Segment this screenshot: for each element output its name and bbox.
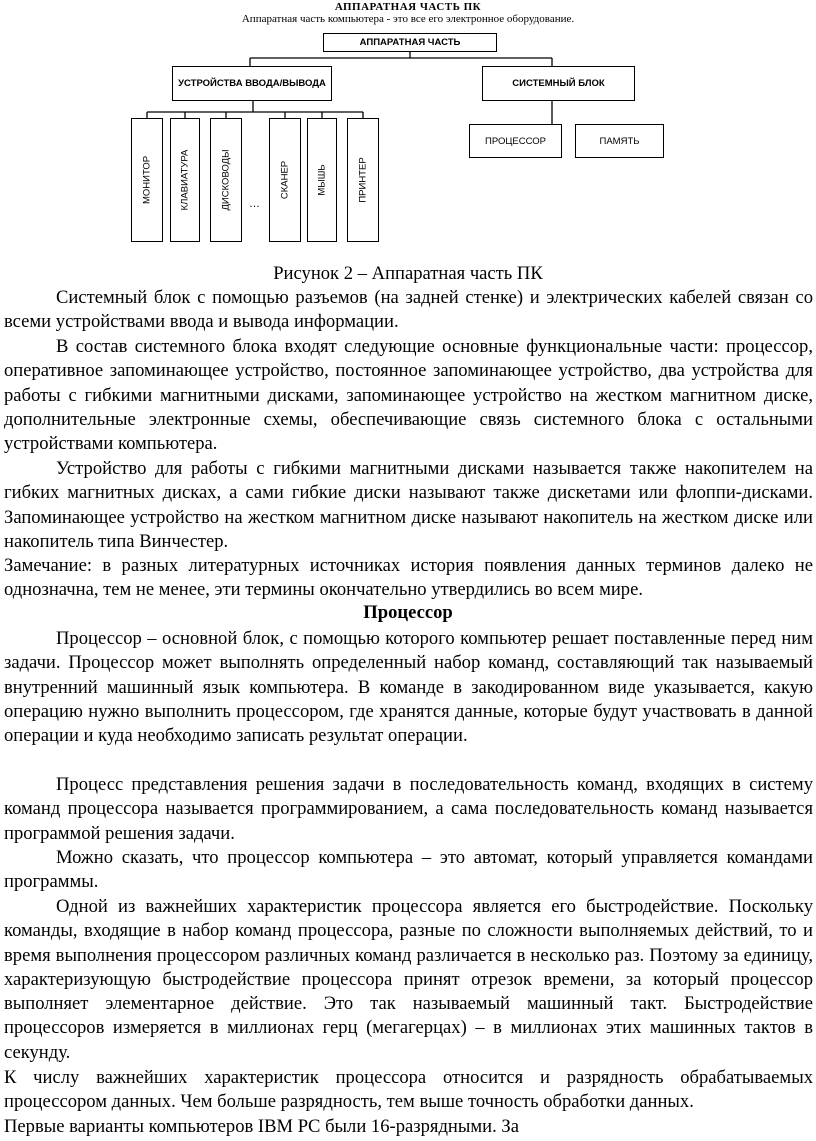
figure-caption: Рисунок 2 – Аппаратная часть ПК — [273, 263, 543, 284]
paragraph-programming: Процесс представления решения задачи в последовательность команд, входящих в систему команд процессора называется программированием, а сама последовательность команд называется программой решения задачи. — [4, 774, 813, 844]
paragraph-system-unit-parts: В состав системного блока входят следующие основные функциональные части: процессор, оперативное запоминающее устройство, постоянное запоминающее устройство, два устройства для работы с гибкими магнитными дисками, запоминающее устройство на жестком магнитном диске, дополнительные электронные схемы, обеспечивающие связь системного блока с остальными устройствами компьютера. — [4, 336, 813, 455]
paragraph-bit-width: К числу важнейших характеристик процессора относится и разрядность обрабатываемых процессором данных. Чем больше разрядность, тем выше точность обработки данных. — [4, 1067, 813, 1113]
diagram-device-keyboard — [170, 118, 200, 242]
paragraph-floppy: Устройство для работы с гибкими магнитными дисками называется также накопителем на гибких магнитных дисках, а сами гибкие диски называют также дискетами или флоппи-дисками. Запоминающее устройство на жестком магнитном диске называют накопитель на жестком диске или накопитель типа Винчестер. — [4, 458, 813, 552]
paragraph-speed: Одной из важнейших характеристик процессора является его быстродействие. Поскольку команды, входящие в набор команд процессора, разные по сложности выполняемых действий, то и время выполнения процессором различных команд различается в несколько раз. Поэтому за единицу, характеризующую быстродействие процессора принят отрезок времени, за который процессор выполняет элементарное действие. Это так называемый машинный такт. Быстродействие процессоров измеряется в миллионах герц (мегагерцах) – в миллионах этих машинных тактов в секунду. — [4, 896, 813, 1063]
device-label: КЛАВИАТУРА — [179, 149, 191, 211]
diagram-ellipsis: … — [249, 198, 260, 210]
device-label: МОНИТОР — [141, 155, 153, 205]
paragraph-note: Замечание: в разных литературных источниках история появления данных терминов далеко не однозначна, тем не менее, эти термины окончательно утвердились во всем мире. — [4, 555, 813, 601]
diagram-subtitle: Аппаратная часть компьютера - это все его электронное оборудование. — [241, 13, 575, 25]
diagram-root-box: АППАРАТНАЯ ЧАСТЬ — [323, 33, 497, 52]
section-heading-processor: Процессор — [363, 602, 453, 623]
diagram-io-group-box: УСТРОЙСТВА ВВОДА/ВЫВОДА — [172, 66, 332, 101]
paragraph-ibm-pc: Первые варианты компьютеров IBM PC были 16-разрядными. За — [4, 1116, 519, 1137]
hardware-diagram — [0, 0, 816, 256]
diagram-device-mouse — [307, 118, 337, 242]
diagram-title: АППАРАТНАЯ ЧАСТЬ ПК — [334, 1, 482, 13]
device-label: ПРИНТЕР — [357, 157, 369, 203]
paragraph-system-unit: Системный блок с помощью разъемов (на задней стенке) и электрических кабелей связан со всеми устройствами ввода и вывода информации. — [4, 287, 813, 333]
paragraph-processor-def: Процессор – основной блок, с помощью которого компьютер решает поставленные перед ним задачи. Процессор может выполнять определенный набор команд, составляющий так называемый внутренний машинный язык компьютера. В команде в закодированном виде указывается, какую операцию нужно выполнить процессором, где хранятся данные, которые будут участвовать в данной операции и куда необходимо записать результат операции. — [4, 628, 813, 747]
diagram-memory-box: ПАМЯТЬ — [575, 124, 664, 158]
diagram-system-unit-box: СИСТЕМНЫЙ БЛОК — [482, 66, 635, 101]
device-label: ДИСКОВОДЫ — [220, 149, 232, 211]
device-label: СКАНЕР — [279, 160, 291, 200]
diagram-device-drives — [210, 118, 242, 242]
diagram-device-printer — [347, 118, 379, 242]
device-label: МЫШЬ — [316, 164, 328, 196]
paragraph-automaton: Можно сказать, что процессор компьютера – это автомат, который управляется командами программы. — [4, 847, 813, 893]
diagram-processor-box: ПРОЦЕССОР — [469, 124, 562, 158]
diagram-device-scanner — [269, 118, 301, 242]
diagram-device-monitor — [131, 118, 163, 242]
